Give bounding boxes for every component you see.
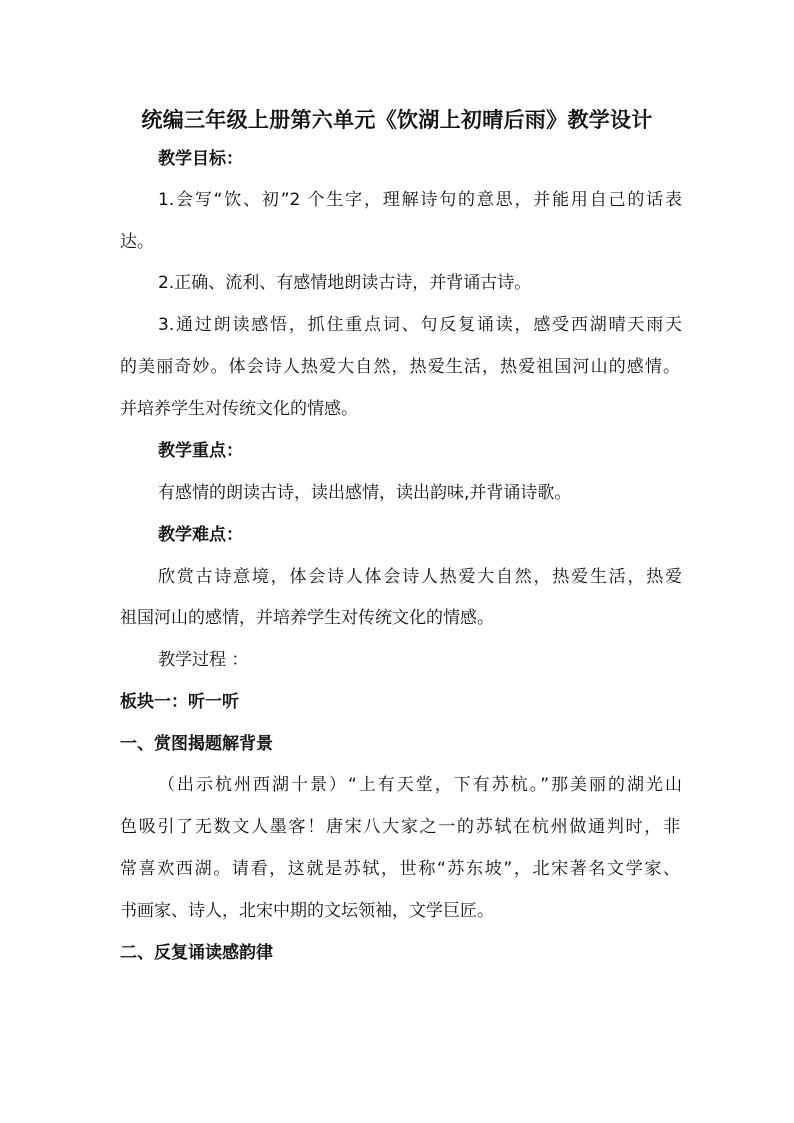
- section-1-line-2: 色吸引了无数文人墨客！唐宋八大家之一的苏轼在杭州做通判时，非: [120, 817, 680, 837]
- difficulties-line-2: 祖国河山的感情，并培养学生对传统文化的情感。: [120, 608, 494, 628]
- objectives-heading: 教学目标：: [158, 149, 243, 169]
- key-points-heading: 教学重点：: [158, 441, 243, 461]
- key-points-text: 有感情的朗读古诗，读出感情，读出韵味,并背诵诗歌。: [158, 483, 572, 503]
- difficulties-heading: 教学难点：: [158, 525, 243, 545]
- difficulties-line-1: 欣赏古诗意境，体会诗人体会诗人热爱大自然，热爱生活，热爱: [158, 567, 682, 587]
- section-2-heading: 二、反复诵读感韵律: [120, 943, 273, 963]
- section-1-heading: 一、赏图揭题解背景: [120, 734, 273, 754]
- objective-3-line-3: 并培养学生对传统文化的情感。: [120, 399, 358, 419]
- section-1-line-4: 书画家、诗人，北宋中期的文坛领袖，文学巨匠。: [120, 901, 494, 921]
- objective-3-line-1: 3.通过朗读感悟，抓住重点词、句反复诵读，感受西湖晴天雨天: [158, 315, 682, 335]
- objective-3-line-2: 的美丽奇妙。体会诗人热爱大自然，热爱生活，热爱祖国河山的感情。: [120, 357, 680, 377]
- section-1-line-1: （出示杭州西湖十景）“上有天堂，下有苏杭。”那美丽的湖光山: [158, 775, 682, 795]
- process-heading: 教学过程 ：: [158, 650, 249, 670]
- objective-1-line-2: 达。: [120, 232, 154, 252]
- objective-1-line-1: 1.会写“饮、初”2 个生字，理解诗句的意思，并能用自己的话表: [158, 190, 682, 210]
- block-1-heading: 板块一：听一听: [120, 692, 239, 712]
- page-title: 统编三年级上册第六单元《饮湖上初晴后雨》教学设计: [141, 107, 653, 132]
- section-1-line-3: 常喜欢西湖。请看，这就是苏轼，世称“苏东坡”，北宋著名文学家、: [120, 859, 680, 879]
- objective-2: 2.正确、流利、有感情地朗读古诗，并背诵古诗。: [158, 273, 532, 293]
